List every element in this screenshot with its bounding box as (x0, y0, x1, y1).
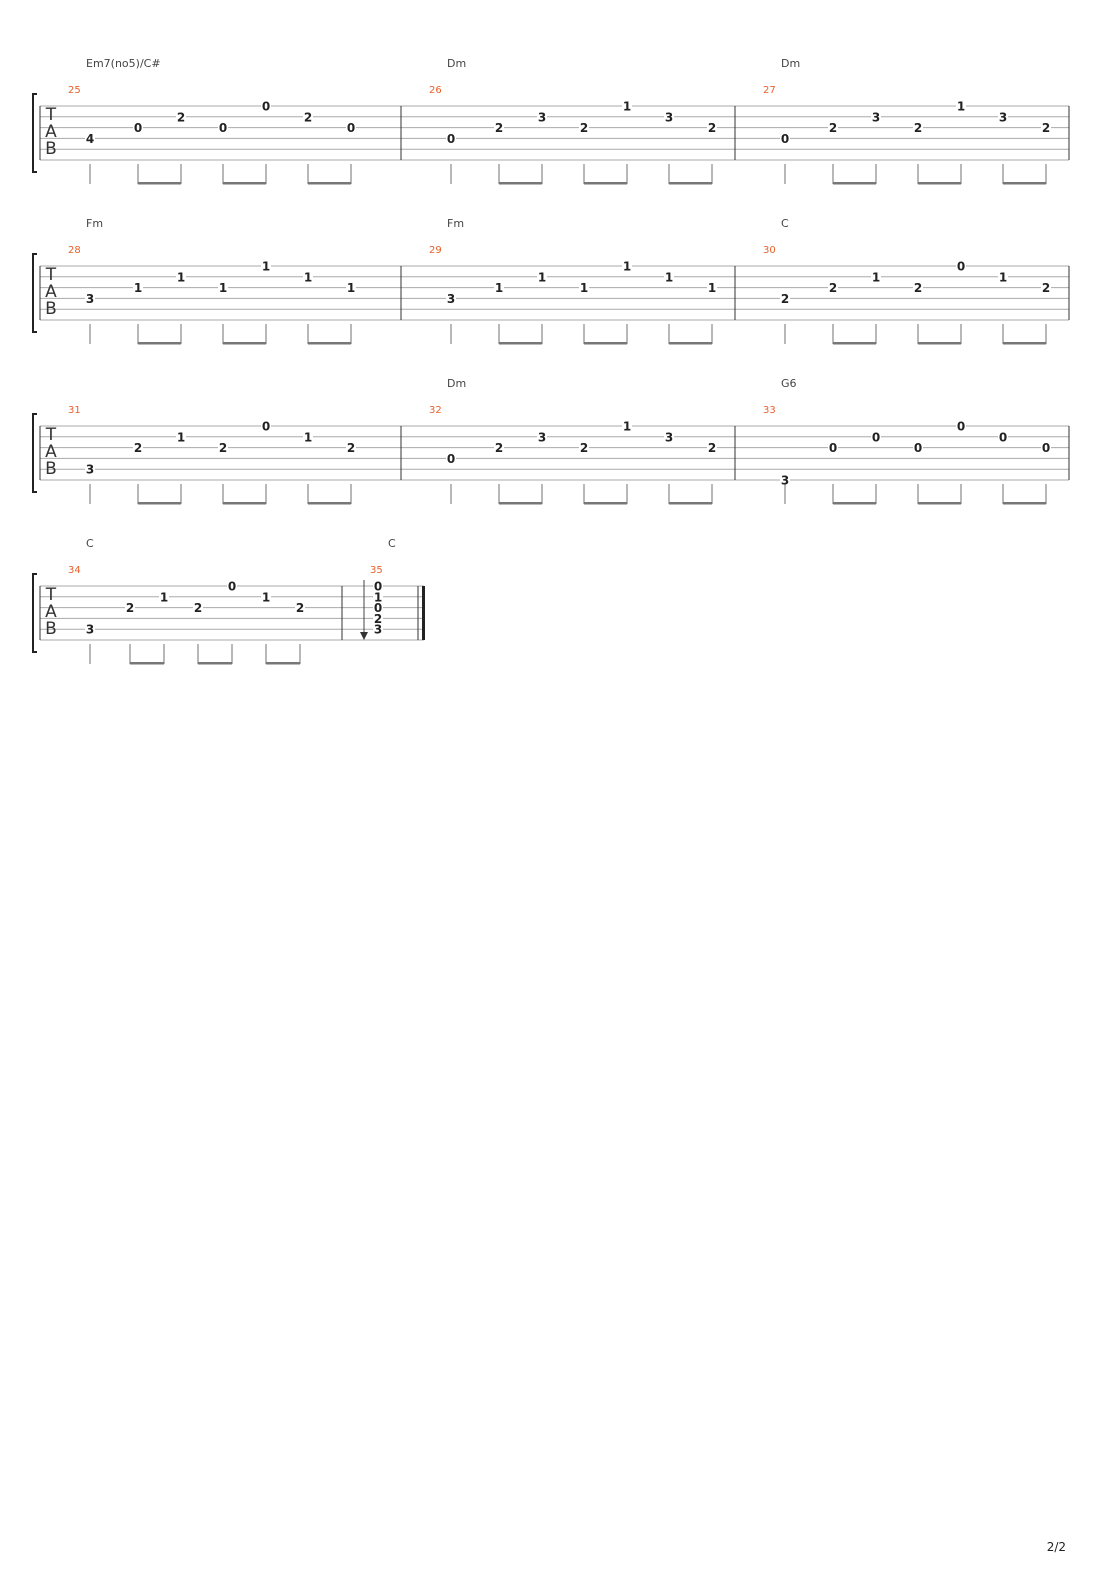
fret-number: 0 (956, 419, 966, 434)
fret-number: 1 (303, 430, 313, 445)
beam (918, 342, 961, 345)
beam (499, 502, 542, 505)
system-bracket (33, 574, 37, 652)
fret-number: 2 (913, 121, 923, 136)
fret-number: 1 (176, 430, 186, 445)
beam (584, 182, 627, 185)
fret-number: 2 (579, 121, 589, 136)
fret-number: 0 (998, 430, 1008, 445)
tab-clef-letter: A (45, 282, 57, 302)
tab-clef-letter: T (45, 105, 57, 125)
fret-number: 0 (346, 121, 356, 136)
fret-number: 2 (1041, 121, 1051, 136)
system-bracket (33, 414, 37, 492)
fret-number: 2 (707, 121, 717, 136)
fret-number: 0 (373, 579, 383, 594)
fret-number: 3 (85, 291, 95, 306)
fret-number: 2 (494, 121, 504, 136)
fret-number: 1 (871, 270, 881, 285)
fret-number: 0 (133, 121, 143, 136)
fret-number: 2 (828, 121, 838, 136)
measure-number: 31 (68, 405, 81, 416)
fret-number: 3 (871, 110, 881, 125)
measure-number: 30 (763, 245, 776, 256)
beam (669, 342, 712, 345)
measure-number: 27 (763, 85, 776, 96)
tab-clef-letter: B (45, 619, 57, 639)
fret-number: 2 (125, 601, 135, 616)
tab-clef-letter: B (45, 299, 57, 319)
fret-number: 2 (176, 110, 186, 125)
fret-number: 2 (1041, 281, 1051, 296)
beam (308, 182, 351, 185)
tab-clef-letter: B (45, 459, 57, 479)
fret-number: 1 (373, 590, 383, 605)
beam (833, 502, 876, 505)
fret-number: 2 (780, 291, 790, 306)
system-bracket (33, 94, 37, 172)
tab-clef-letter: T (45, 265, 57, 285)
fret-number: 3 (85, 622, 95, 637)
measure-number: 35 (370, 565, 383, 576)
measure-number: 32 (429, 405, 442, 416)
fret-number: 1 (664, 270, 674, 285)
fret-number: 2 (494, 441, 504, 456)
fret-number: 0 (956, 259, 966, 274)
fret-number: 1 (159, 590, 169, 605)
beam (1003, 182, 1046, 185)
beam (138, 342, 181, 345)
measure-number: 26 (429, 85, 442, 96)
fret-number: 2 (579, 441, 589, 456)
tab-clef-letter: T (45, 425, 57, 445)
fret-number: 2 (295, 601, 305, 616)
chord-symbol: Dm (447, 57, 467, 70)
fret-number: 1 (261, 590, 271, 605)
chord-symbol: C (781, 217, 789, 230)
beam (198, 662, 232, 665)
fret-number: 0 (828, 441, 838, 456)
beam (266, 662, 300, 665)
beam (223, 182, 266, 185)
fret-number: 2 (303, 110, 313, 125)
fret-number: 2 (218, 441, 228, 456)
tab-clef-letter: A (45, 442, 57, 462)
chord-symbol: G6 (781, 377, 797, 390)
fret-number: 1 (622, 259, 632, 274)
beam (833, 182, 876, 185)
fret-number: 2 (913, 281, 923, 296)
fret-number: 0 (446, 131, 456, 146)
beam (1003, 342, 1046, 345)
fret-number: 0 (373, 601, 383, 616)
beam (584, 502, 627, 505)
chord-symbol: C (86, 537, 94, 550)
fret-number: 1 (998, 270, 1008, 285)
tab-system (33, 254, 1069, 345)
beam (1003, 502, 1046, 505)
fret-number: 2 (373, 611, 383, 626)
tab-system (33, 94, 1069, 185)
fret-number: 2 (828, 281, 838, 296)
fret-number: 1 (579, 281, 589, 296)
fret-number: 3 (537, 430, 547, 445)
fret-number: 3 (664, 430, 674, 445)
measure-number: 25 (68, 85, 81, 96)
fret-number: 0 (261, 99, 271, 114)
beam (499, 182, 542, 185)
tab-system (33, 414, 1069, 505)
tab-clef-letter: B (45, 139, 57, 159)
fret-number: 3 (664, 110, 674, 125)
beam (223, 502, 266, 505)
fret-number: 1 (133, 281, 143, 296)
fret-number: 3 (85, 462, 95, 477)
fret-number: 0 (871, 430, 881, 445)
measure-number: 33 (763, 405, 776, 416)
beam (138, 182, 181, 185)
fret-number: 0 (446, 451, 456, 466)
beam (669, 502, 712, 505)
fret-number: 3 (780, 473, 790, 488)
measure-number: 29 (429, 245, 442, 256)
fret-number: 3 (998, 110, 1008, 125)
fret-number: 3 (373, 622, 383, 637)
fret-number: 3 (446, 291, 456, 306)
tab-clef-letter: T (45, 585, 57, 605)
fret-number: 1 (346, 281, 356, 296)
fret-number: 3 (537, 110, 547, 125)
fret-number: 0 (261, 419, 271, 434)
tab-clef-letter: A (45, 122, 57, 142)
fret-number: 2 (193, 601, 203, 616)
fret-number: 1 (494, 281, 504, 296)
chord-symbol: Dm (447, 377, 467, 390)
fret-number: 1 (303, 270, 313, 285)
beam (584, 342, 627, 345)
fret-number: 2 (707, 441, 717, 456)
fret-number: 1 (218, 281, 228, 296)
beam (308, 342, 351, 345)
fret-number: 1 (537, 270, 547, 285)
beam (308, 502, 351, 505)
fret-number: 2 (133, 441, 143, 456)
fret-number: 1 (622, 419, 632, 434)
chord-symbol: Em7(no5)/C# (86, 57, 161, 70)
fret-number: 0 (218, 121, 228, 136)
beam (918, 182, 961, 185)
tab-clef-letter: A (45, 602, 57, 622)
beam (138, 502, 181, 505)
fret-number: 1 (956, 99, 966, 114)
fret-number: 0 (913, 441, 923, 456)
chord-symbol: Fm (447, 217, 465, 230)
chord-symbol: Dm (781, 57, 801, 70)
fret-number: 0 (780, 131, 790, 146)
fret-number: 1 (176, 270, 186, 285)
fret-number: 0 (1041, 441, 1051, 456)
measure-number: 28 (68, 245, 81, 256)
beam (223, 342, 266, 345)
chord-symbol: Fm (86, 217, 104, 230)
fret-number: 1 (261, 259, 271, 274)
page-number: 2/2 (1046, 1540, 1066, 1554)
fret-number: 1 (622, 99, 632, 114)
beam (918, 502, 961, 505)
system-bracket (33, 254, 37, 332)
beam (669, 182, 712, 185)
fret-number: 0 (227, 579, 237, 594)
beam (833, 342, 876, 345)
fret-number: 1 (707, 281, 717, 296)
strum-arrow-head (360, 632, 368, 640)
fret-number: 4 (85, 131, 95, 146)
measure-number: 34 (68, 565, 81, 576)
beam (130, 662, 164, 665)
beam (499, 342, 542, 345)
chord-symbol: C (388, 537, 396, 550)
fret-number: 2 (346, 441, 356, 456)
final-barline (422, 586, 425, 640)
